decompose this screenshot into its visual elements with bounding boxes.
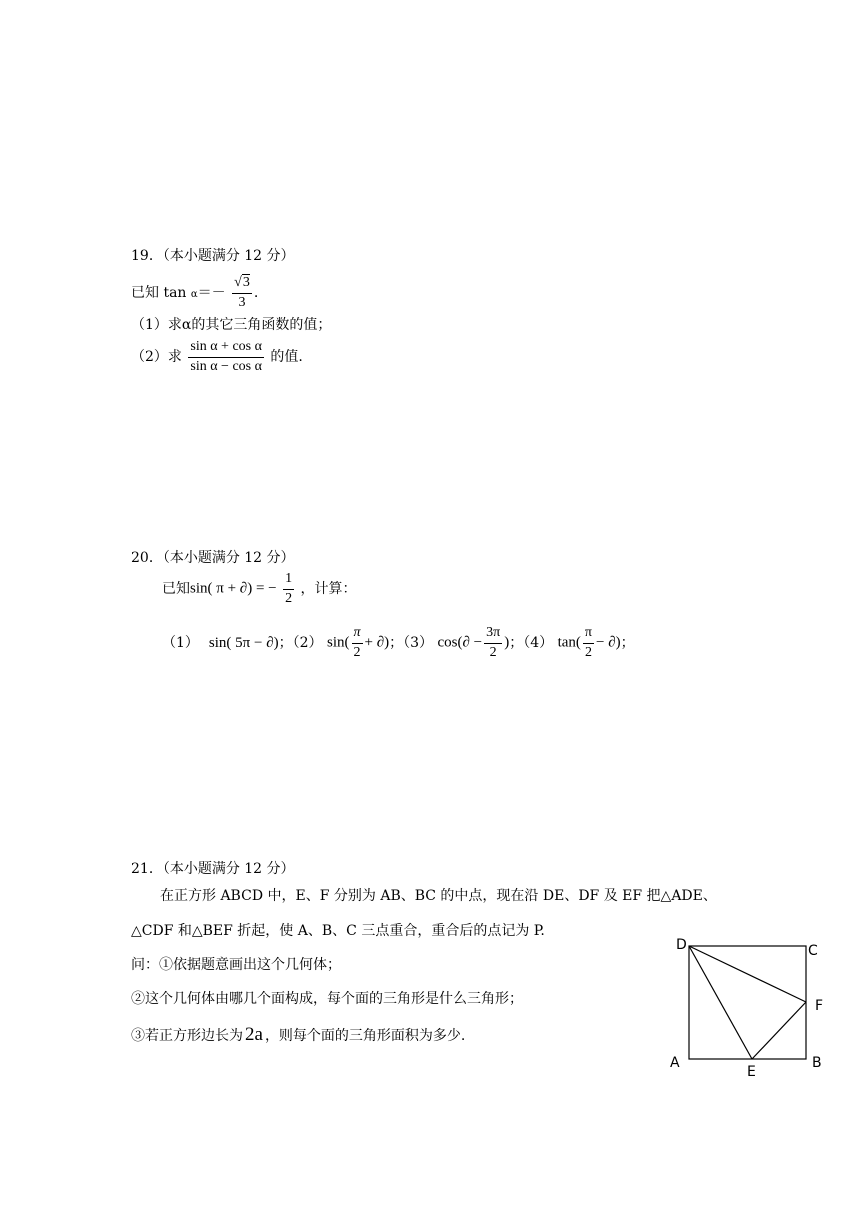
q19-fraction: $\frac{√3}{3}$ bbox=[234, 275, 250, 310]
q19-part2-fraction bbox=[188, 340, 264, 374]
q20-given bbox=[162, 572, 357, 606]
q19-part1: （1）求α的其它三角函数的值； bbox=[131, 317, 332, 333]
q20-given-fraction bbox=[283, 572, 294, 606]
q20-p3-post: ) bbox=[504, 634, 510, 651]
q21-line2: △CDF 和△BEF 折起，使 A、B、C 三点重合，重合后的点记为 P. bbox=[131, 923, 545, 939]
q20-p2-num: π bbox=[352, 626, 363, 644]
q20-p4-fraction bbox=[583, 626, 594, 660]
q19-given-end: . bbox=[253, 285, 259, 302]
q20-p3-den: 2 bbox=[489, 644, 497, 660]
q20-p2-pre: sin( bbox=[327, 634, 350, 651]
q20-p1-label: （1） bbox=[162, 635, 199, 652]
q21-line5-var: 2a bbox=[245, 1024, 263, 1045]
q21-line5-pre: ③若正方形边长为 bbox=[131, 1028, 243, 1044]
q19-given-prefix: 已知 tan bbox=[131, 285, 187, 302]
q20-end: ； bbox=[620, 635, 635, 652]
q19-part2-prefix: （2）求 bbox=[131, 349, 182, 366]
q20-sep1: ；（2） bbox=[278, 635, 323, 652]
q19-part2-den: sin α − cos α bbox=[190, 358, 262, 374]
q20-given-suffix: ，计算： bbox=[300, 581, 357, 598]
q20-p4-den: 2 bbox=[584, 644, 592, 660]
q20-header: 20．（本小题满分 12 分） bbox=[131, 550, 295, 566]
q20-given-num: 1 bbox=[283, 572, 294, 590]
q20-parts bbox=[162, 626, 635, 660]
q19-given-alpha: α bbox=[190, 289, 198, 301]
q20-p4-post: − ∂) bbox=[596, 634, 621, 651]
segment-df bbox=[689, 946, 806, 1002]
q21-line5 bbox=[131, 1025, 465, 1044]
q21-line1: 在正方形 ABCD 中，E、F 分别为 AB、BC 的中点，现在沿 DE、DF 及 EF 把△ADE、 bbox=[160, 888, 717, 904]
q19-part2 bbox=[131, 340, 303, 374]
q20-p4-num: π bbox=[583, 626, 594, 644]
q20-p2-fraction bbox=[352, 626, 363, 660]
label-c: C bbox=[808, 943, 818, 959]
label-d: D bbox=[676, 937, 687, 953]
q20-p3-num: 3π bbox=[484, 626, 502, 644]
q19-frac-den: 3 bbox=[238, 294, 246, 310]
q21-line4: ②这个几何体由哪几个面构成，每个面的三角形是什么三角形； bbox=[131, 991, 523, 1007]
q19-frac-num: 3 bbox=[242, 275, 250, 290]
q20-sep3: ；（4） bbox=[509, 635, 554, 652]
q21-line3: 问：①依据题意画出这个几何体； bbox=[131, 957, 341, 973]
q20-p2-den: 2 bbox=[353, 644, 361, 660]
label-f: F bbox=[815, 998, 824, 1014]
q19-given-eq: ＝－ bbox=[197, 285, 226, 302]
q20-p3-fraction bbox=[484, 626, 502, 660]
q20-p3-pre: cos(∂ − bbox=[437, 634, 483, 651]
q19-part2-suffix: 的值. bbox=[270, 349, 303, 366]
q19-part2-num: sin α + cos α bbox=[188, 340, 264, 358]
label-a: A bbox=[670, 1055, 680, 1071]
segment-de bbox=[689, 946, 752, 1059]
q20-p4-pre: tan( bbox=[557, 634, 581, 651]
q21-header: 21．（本小题满分 12 分） bbox=[131, 861, 295, 877]
q20-given-prefix: 已知 bbox=[162, 581, 190, 598]
segment-ef bbox=[752, 1002, 806, 1059]
q21-line5-post: ，则每个面的三角形面积为多少. bbox=[264, 1028, 466, 1044]
q19-given bbox=[131, 276, 258, 310]
square-figure bbox=[660, 930, 840, 1080]
q20-p2-post: + ∂) bbox=[364, 634, 390, 651]
q20-given-den: 2 bbox=[285, 590, 293, 606]
q19-header: 19．（本小题满分 12 分） bbox=[131, 248, 295, 264]
label-e: E bbox=[747, 1064, 756, 1080]
label-b: B bbox=[812, 1055, 822, 1071]
q20-given-expr: sin( π + ∂) = − bbox=[190, 580, 277, 597]
q20-sep2: ；（3） bbox=[389, 635, 434, 652]
square-abcd bbox=[689, 946, 806, 1059]
q20-p1-expr: sin( 5π − ∂) bbox=[208, 634, 279, 651]
